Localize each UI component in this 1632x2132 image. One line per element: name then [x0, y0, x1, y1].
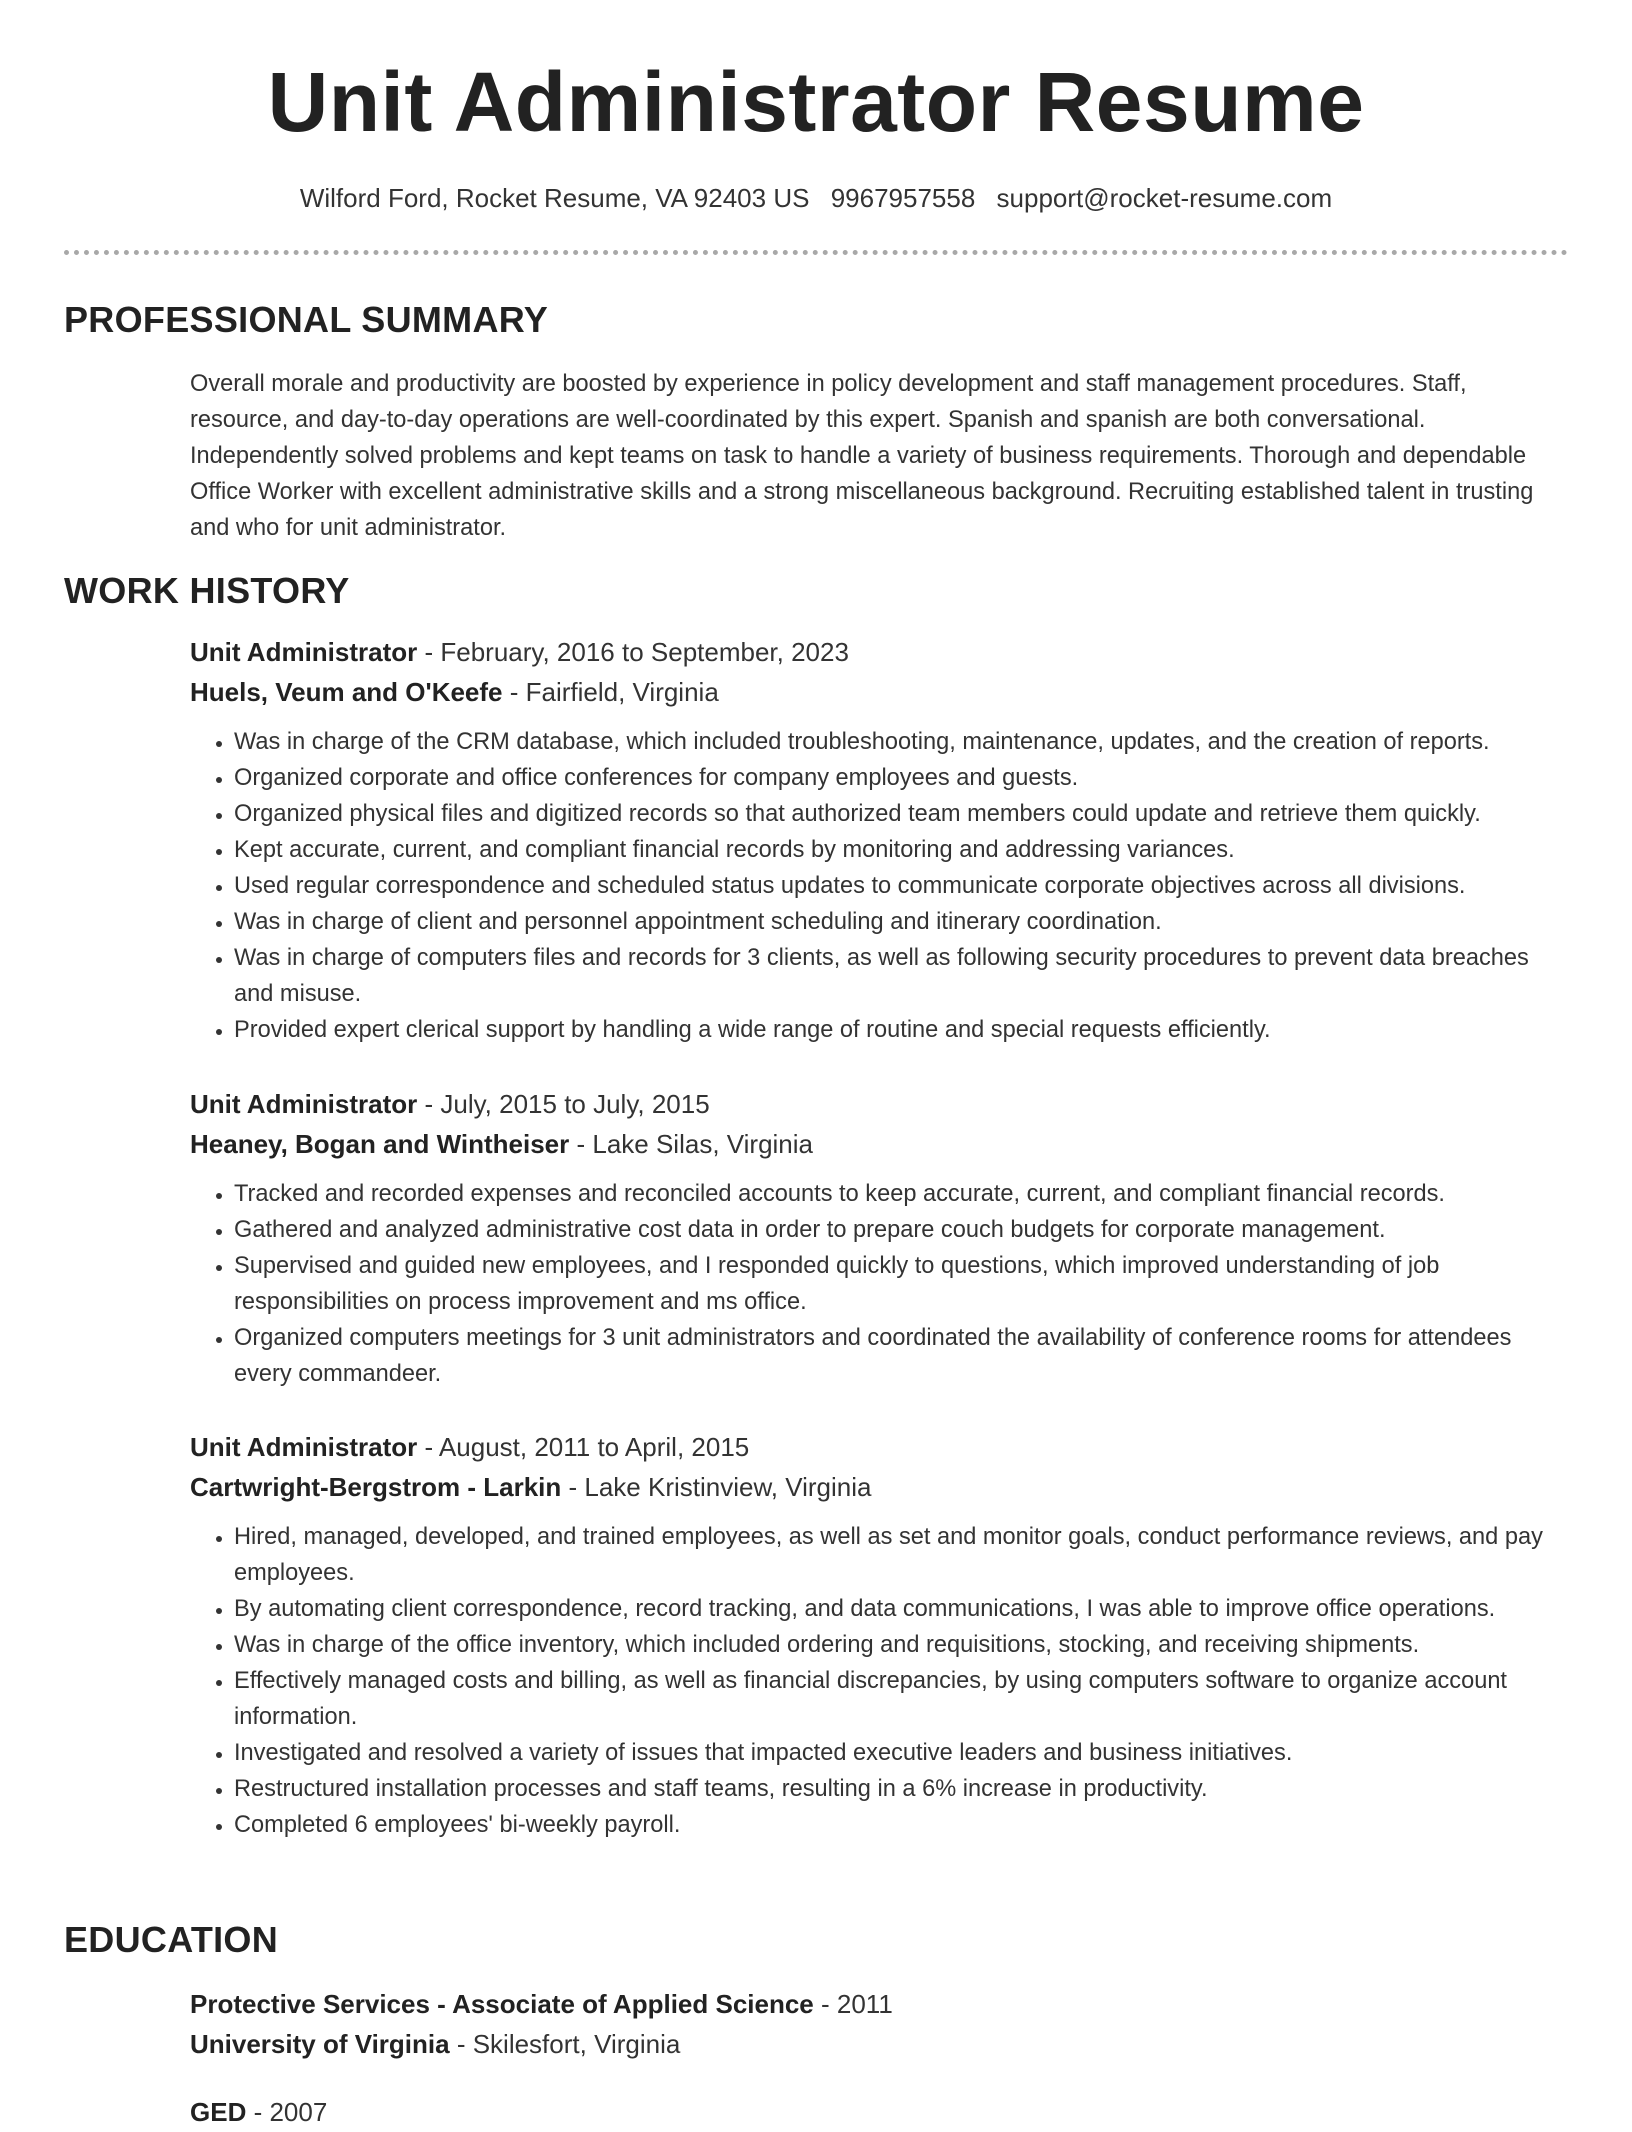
contact-email: support@rocket-resume.com — [996, 183, 1333, 213]
job-bullet: • Hired, managed, developed, and trained employees, as well as set and monitor goals, conduct performance reviews, and pay employees. — [234, 1519, 1570, 1591]
job-location: - Lake Kristinview, Virginia — [561, 1472, 872, 1502]
education-degree-line — [190, 1984, 1570, 2024]
job-company-line — [190, 1467, 1570, 1507]
job-company: Cartwright-Bergstrom - Larkin — [190, 1472, 562, 1502]
job-company-line — [190, 1124, 1570, 1164]
education-degree: Protective Services - Associate of Applied Science — [190, 1989, 814, 2019]
education-school: University of Virginia — [190, 2029, 450, 2059]
summary-heading: PROFESSIONAL SUMMARY — [64, 299, 549, 340]
job-bullets — [190, 1176, 1570, 1392]
education-school-line — [190, 2024, 1570, 2064]
job-title-line — [190, 1084, 1570, 1124]
job-dates: - February, 2016 to September, 2023 — [417, 637, 849, 667]
job-bullet: • Was in charge of the office inventory, which included ordering and requisitions, stocking, and receiving shipments. — [234, 1627, 1570, 1663]
job-bullet: • Was in charge of client and personnel appointment scheduling and itinerary coordination. — [234, 904, 1570, 940]
job-company: Heaney, Bogan and Wintheiser — [190, 1129, 570, 1159]
education-heading: EDUCATION — [64, 1919, 279, 1960]
job-bullet: • Was in charge of the CRM database, which included troubleshooting, maintenance, updates, and the creation of reports. — [234, 724, 1570, 760]
job-title: Unit Administrator — [190, 1432, 418, 1462]
education-entry — [190, 1984, 1570, 2064]
work-history-heading: WORK HISTORY — [64, 570, 350, 611]
job-bullet: • Investigated and resolved a variety of issues that impacted executive leaders and business initiatives. — [234, 1735, 1570, 1771]
job-location: - Fairfield, Virginia — [502, 677, 719, 707]
job-company-line — [190, 672, 1570, 712]
job-company: Huels, Veum and O'Keefe — [190, 677, 503, 707]
job-bullet: • Kept accurate, current, and compliant financial records by monitoring and addressing variances. — [234, 832, 1570, 868]
education-year: - 2011 — [813, 1989, 893, 2019]
job-bullet: • Restructured installation processes and staff teams, resulting in a 6% increase in productivity. — [234, 1771, 1570, 1807]
education-degree-line — [190, 2092, 1570, 2132]
job-bullet: • Provided expert clerical support by handling a wide range of routine and special requests efficiently. — [234, 1012, 1570, 1048]
job-bullet: • Completed 6 employees' bi-weekly payroll. — [234, 1807, 1570, 1843]
contact-address: Wilford Ford, Rocket Resume, VA 92403 US — [299, 183, 810, 213]
job-entry — [190, 1084, 1570, 1392]
job-bullets — [190, 724, 1570, 1048]
resume-title: Unit Administrator Resume — [267, 55, 1365, 149]
job-title: Unit Administrator — [190, 637, 418, 667]
job-bullet: • Used regular correspondence and scheduled status updates to communicate corporate objectives across all divisions. — [234, 868, 1570, 904]
job-bullet: • Was in charge of computers files and records for 3 clients, as well as following security procedures to prevent data breaches and misuse. — [234, 940, 1570, 1012]
job-dates: - July, 2015 to July, 2015 — [417, 1089, 710, 1119]
education-year: - 2007 — [246, 2097, 328, 2127]
header-divider — [64, 250, 1568, 255]
job-title: Unit Administrator — [190, 1089, 418, 1119]
job-bullet: • Supervised and guided new employees, and I responded quickly to questions, which improved understanding of job responsibilities on process improvement and ms office. — [234, 1248, 1570, 1320]
job-title-line — [190, 1427, 1570, 1467]
job-bullet: • By automating client correspondence, record tracking, and data communications, I was able to improve office operations. — [234, 1591, 1570, 1627]
education-location: - Skilesfort, Virginia — [449, 2029, 681, 2059]
job-bullets — [190, 1519, 1570, 1843]
job-entry — [190, 1427, 1570, 1843]
job-bullet: • Gathered and analyzed administrative cost data in order to prepare couch budgets for corporate management. — [234, 1212, 1570, 1248]
job-entry — [190, 632, 1570, 1048]
education-degree: GED — [190, 2097, 247, 2127]
job-dates: - August, 2011 to April, 2015 — [417, 1432, 750, 1462]
job-title-line — [190, 632, 1570, 672]
job-bullet: • Effectively managed costs and billing, as well as financial discrepancies, by using computers software to organize account information. — [234, 1663, 1570, 1735]
job-bullet: • Organized computers meetings for 3 unit administrators and coordinated the availability of conference rooms for attendees every commandeer. — [234, 1320, 1570, 1392]
summary-text: Overall morale and productivity are boosted by experience in policy development and staff management procedures. Staff, resource, and day-to-day operations are well-coordinated by this expert. Spanish and spanish are both conversational. Independently solved problems and kept teams on task to handle a variety of business requirements. Thorough and dependable Office Worker with excellent administrative skills and a strong miscellaneous background. Recruiting established talent in trusting and who for unit administrator. — [190, 371, 1534, 541]
job-bullet: • Tracked and recorded expenses and reconciled accounts to keep accurate, current, and compliant financial records. — [234, 1176, 1570, 1212]
contact-phone: 9967957558 — [830, 183, 976, 213]
job-bullet: • Organized physical files and digitized records so that authorized team members could update and retrieve them quickly. — [234, 796, 1570, 832]
job-location: - Lake Silas, Virginia — [569, 1129, 813, 1159]
contact-line — [0, 180, 1632, 216]
education-entry — [190, 2092, 1570, 2132]
job-bullet: • Organized corporate and office conferences for company employees and guests. — [234, 760, 1570, 796]
